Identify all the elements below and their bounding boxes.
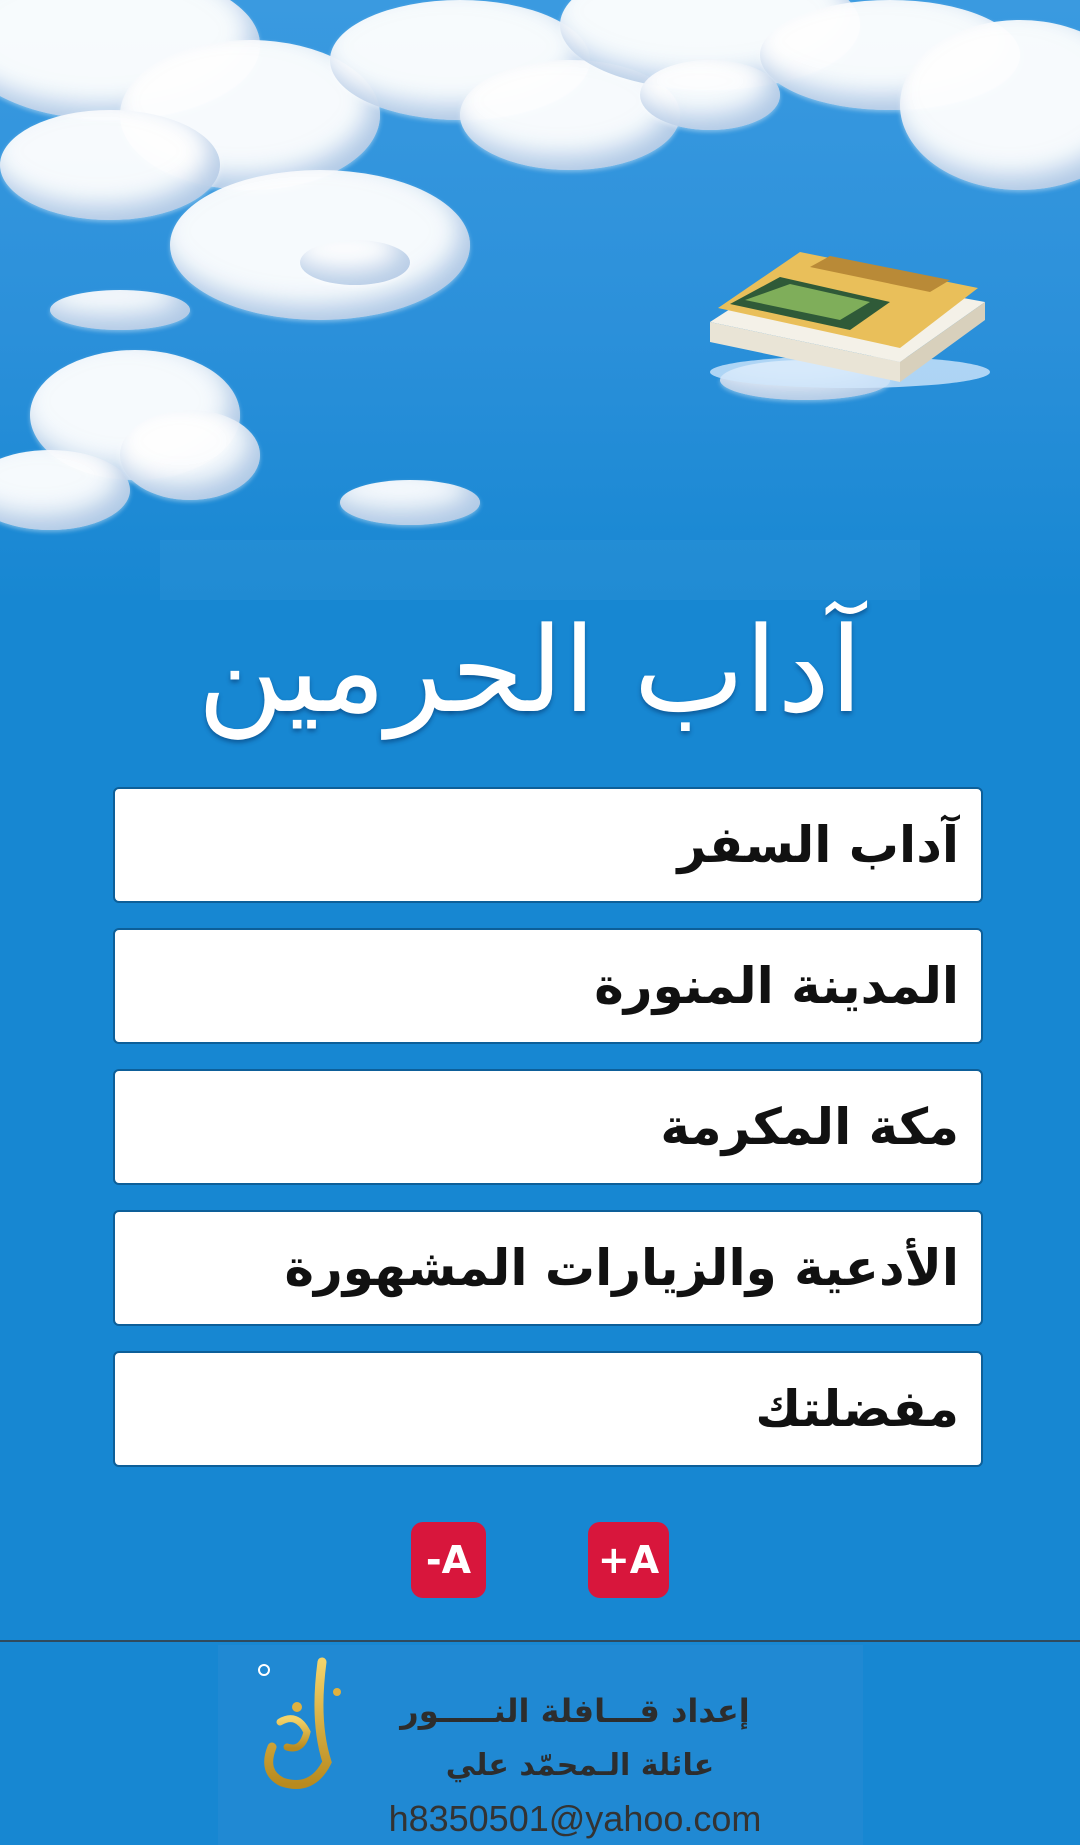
footer-divider xyxy=(0,1640,1080,1642)
alnoor-logo xyxy=(252,1652,362,1802)
menu-item-travel-etiquette[interactable]: آداب السفر xyxy=(113,787,983,903)
menu-item-favorites[interactable]: مفضلتك xyxy=(113,1351,983,1467)
footer-credit-line1: إعداد قـــافلة النـــــور xyxy=(400,1692,750,1730)
menu-item-supplications[interactable]: الأدعية والزيارات المشهورة xyxy=(113,1210,983,1326)
footer-email[interactable]: h8350501@yahoo.com xyxy=(388,1798,762,1839)
footer-credit-line2: عائلة الـمحمّد علي xyxy=(445,1748,715,1783)
book-image xyxy=(700,222,990,392)
app-title: آداب الحرمين xyxy=(197,601,863,739)
menu-item-madinah[interactable]: المدينة المنورة xyxy=(113,928,983,1044)
menu-item-makkah[interactable]: مكة المكرمة xyxy=(113,1069,983,1185)
main-menu xyxy=(113,787,983,1492)
font-increase-button[interactable]: +A xyxy=(588,1522,669,1598)
font-decrease-button[interactable]: -A xyxy=(411,1522,486,1598)
